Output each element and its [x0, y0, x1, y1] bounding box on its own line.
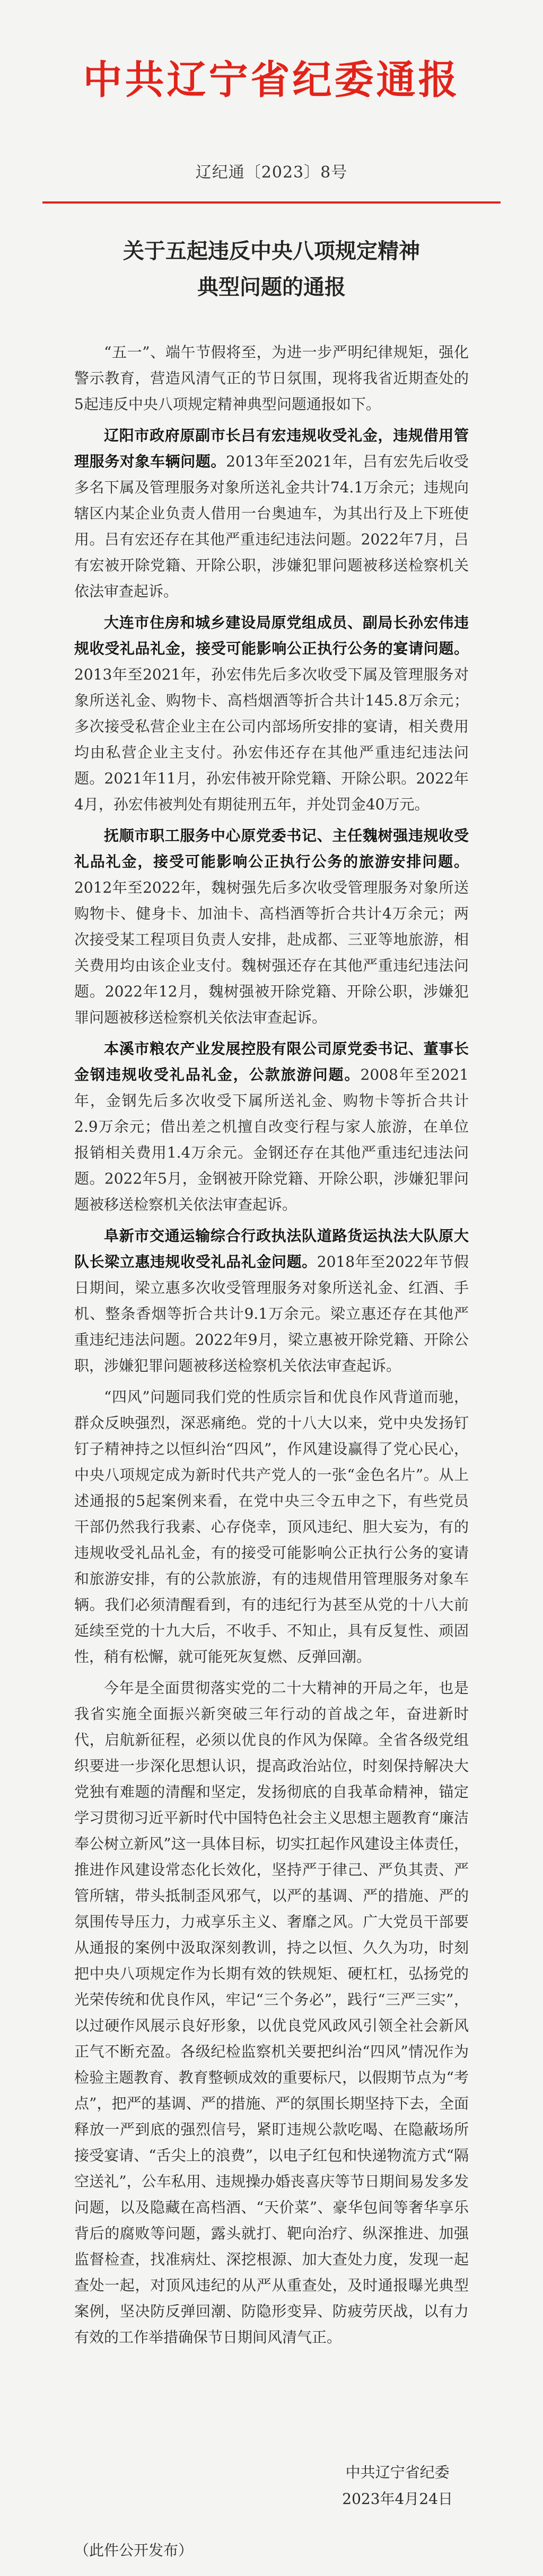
signature-block [342, 2459, 453, 2512]
intro-paragraph: “五一”、端午节假将至，为进一步严明纪律规矩，强化警示教育，营造风清气正的节日氛围，现将我省近期查处的5起违反中央八项规定精神典型问题通报如下。 [74, 343, 469, 413]
analysis-paragraph: “四风”问题同我们党的性质宗旨和优良作风背道而驰，群众反映强烈，深恶痛绝。党的十八大以来，党中央发扬钉钉子精神持之以恒纠治“四风”，作风建设赢得了党心民心，中央八项规定成为新时代共产党人的一张“金色名片”。从上述通报的5起案例来看，在党中央三令五申之下，有些党员干部仍然我行我素、心存侥幸，顶风违纪、胆大妄为，有的违规收受礼品礼金，有的接受可能影响公正执行公务的宴请和旅游安排，有的公款旅游，有的违规借用管理服务对象车辆。我们必须清醒看到，有的违纪行为甚至从党的十八大前延续至党的十九大后，不收手、不知止，具有反复性、顽固性，稍有松懈，就可能死灰复燃、反弹回潮。 [74, 1388, 469, 1665]
red-divider [42, 201, 501, 204]
requirement-paragraph: 今年是全面贯彻落实党的二十大精神的开局之年，也是我省实施全面振兴新突破三年行动的首战之年，奋进新时代，启航新征程，必须以优良的作风为保障。全省各级党组织要进一步深化思想认识，提高政治站位，时刻保持解决大党独有难题的清醒和坚定，发扬彻底的自我革命精神，锚定学习贯彻习近平新时代中国特色社会主义思想主题教育“廉洁奉公树立新风”这一具体目标，切实扛起作风建设主体责任，推进作风建设常态化长效化，坚持严于律己、严负其责、严管所辖，带头抵制歪风邪气，以严的基调、严的措施、严的氛围传导压力，力戒享乐主义、奢靡之风。广大党员干部要从通报的案例中汲取深刻教训，持之以恒、久久为功，时刻把中央八项规定作为长期有效的铁规矩、硬杠杠，弘扬党的光荣传统和优良作风，牢记“三个务必”，践行“三严三实”，以过硬作风展示良好形象，以优良党风政风引领全社会新风正气不断充盈。各级纪检监察机关要把纠治“四风”情况作为检验主题教育、教育整顿成效的重要标尺，以假期节点为“考点”，把严的基调、严的措施、严的氛围长期坚持下去，全面释放一严到底的强烈信号，紧盯违规公款吃喝、在隐蔽场所接受宴请、“舌尖上的浪费”，以电子红包和快递物流方式“隔空送礼”，公车私用、违规操办婚丧喜庆等节日期间易发多发问题，以及隐藏在高档酒、“天价菜”、豪华包间等奢华享乐背后的腐败等问题，露头就打、靶向治疗、纵深推进、加强监督检查，找准病灶、深挖根源、加大查处力度，发现一起查处一起，对顶风违纪的从严从重查处，及时通报曝光典型案例，坚决防反弹回潮、防隐形变异、防疲劳厌战，以有力有效的工作举措确保节日期间风清气正。 [74, 1679, 469, 2346]
case-heading: 大连市住房和城乡建设局原党组成员、副局长孙宏伟违规收受礼品礼金，接受可能影响公正执行公务的宴请问题。 [74, 614, 469, 657]
case-heading: 辽阳市政府原副市长吕有宏违规收受礼金，违规借用管理服务对象车辆问题。 [74, 427, 469, 470]
title-line-1: 关于五起违反中央八项规定精神 [123, 239, 420, 263]
case-paragraph [74, 422, 469, 604]
publication-note: （此件公开发布） [74, 2542, 194, 2559]
case-paragraph [74, 610, 469, 817]
case-paragraph [74, 1036, 469, 1218]
signature-date: 2023年4月24日 [342, 2490, 453, 2508]
case-body: 2008年至2021年，金钢先后多次收受下属所送礼金、购物卡等折合共计2.9万余元；借出差之机擅自改变行程与家人旅游，在单位报销相关费用1.4万余元。金钢还存在其他严重违纪违法问题。2022年5月，金钢被开除党籍、开除公职，涉嫌犯罪问题被移送检察机关依法审查起诉。 [74, 1066, 469, 1213]
title-line-2: 典型问题的通报 [197, 275, 346, 299]
masthead-title: 中共辽宁省纪委通报 [83, 57, 460, 103]
case-heading: 抚顺市职工服务中心原党委书记、主任魏树强违规收受礼品礼金，接受可能影响公正执行公务的旅游安排问题。 [74, 827, 469, 870]
case-paragraph [74, 1223, 469, 1379]
case-paragraph [74, 823, 469, 1030]
document-number: 辽纪通〔2023〕8号 [195, 163, 348, 182]
case-body: 2013年至2021年，吕有宏先后收受多名下属及管理服务对象所送礼金共计74.1万余元；违规向辖区内某企业负责人借用一台奥迪车，为其出行及上下班使用。吕有宏还存在其他严重违纪违法问题。2022年7月，吕有宏被开除党籍、开除公职，涉嫌犯罪问题被移送检察机关依法审查起诉。 [74, 453, 469, 600]
signature-org: 中共辽宁省纪委 [345, 2464, 450, 2481]
document-title [53, 233, 490, 305]
case-heading: 阜新市交通运输综合行政执法队道路货运执法大队原大队长梁立惠违规收受礼品礼金问题。 [74, 1227, 469, 1271]
case-heading: 本溪市粮农产业发展控股有限公司原党委书记、董事长金钢违规收受礼品礼金，公款旅游问题。 [74, 1040, 469, 1083]
case-body: 2012年至2022年，魏树强先后多次收受管理服务对象所送购物卡、健身卡、加油卡、高档酒等折合共计4万余元；两次接受某工程项目负责人安排，赴成都、三亚等地旅游，相关费用均由该企业支付。魏树强还存在其他严重违纪违法问题。2022年12月，魏树强被开除党籍、开除公职，涉嫌犯罪问题被移送检察机关依法审查起诉。 [74, 879, 469, 1026]
case-body: 2013年至2021年，孙宏伟先后多次收受下属及管理服务对象所送礼金、购物卡、高档烟酒等折合共计145.8万余元；多次接受私营企业主在公司内部场所安排的宴请，相关费用均由私营企业主支付。孙宏伟还存在其他严重违纪违法问题。2021年11月，孙宏伟被开除党籍、开除公职。2022年4月，孙宏伟被判处有期徒刑五年，并处罚金40万元。 [74, 666, 469, 813]
document-body [74, 339, 469, 2356]
case-body: 2018年至2022年节假日期间，梁立惠多次收受管理服务对象所送礼金、红酒、手机、整条香烟等折合共计9.1万余元。梁立惠还存在其他严重违纪违法问题。2022年9月，梁立惠被开除党籍、开除公职，涉嫌犯罪问题被移送检察机关依法审查起诉。 [74, 1253, 469, 1374]
